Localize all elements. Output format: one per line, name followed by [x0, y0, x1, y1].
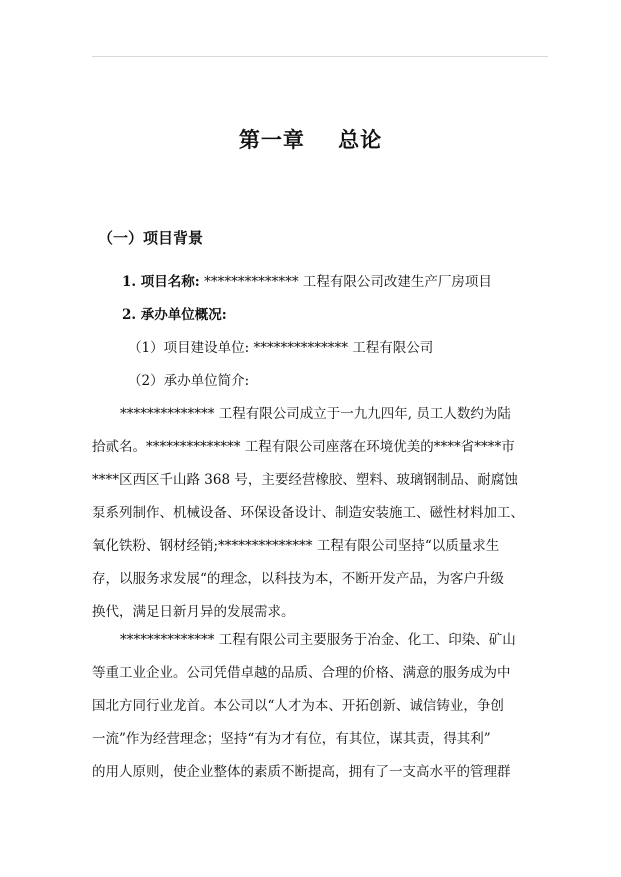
paragraph-line: ****区西区千山路 368 号，主要经营橡胶、塑料、玻璃钢制品、耐腐蚀	[92, 472, 518, 488]
sub-item-construction-unit	[128, 338, 433, 358]
item-project-name-label: 1. 项目名称:	[122, 274, 200, 290]
item-project-name-value: ************** 工程有限公司改建生产厂房项目	[204, 274, 492, 290]
paragraph-line: 等重工业企业。公司凭借卓越的品质、合理的价格、满意的服务成为中	[92, 665, 511, 681]
paragraph-line: 存，以服务求发展“的理念，以科技为本，不断开发产品，为客户升级	[92, 571, 504, 587]
header-divider	[92, 56, 548, 57]
paragraph-line: 泵系列制作、机械设备、环保设备设计、制造安装施工、磁性材料加工、	[92, 505, 524, 521]
paragraph-line: ************** 工程有限公司成立于一九九四年, 员工人数约为陆	[120, 406, 511, 422]
item-organizer-overview: 2. 承办单位概况:	[122, 307, 227, 323]
sub-item-organizer-intro: （2）承办单位简介:	[128, 373, 250, 389]
company-intro-paragraph	[92, 398, 552, 629]
item-project-name	[122, 272, 492, 292]
paragraph-line: 氧化铁粉、钢材经销;************** 工程有限公司坚持“以质量求生	[92, 538, 500, 554]
paragraph-line: 换代，满足日新月异的发展需求。	[92, 604, 295, 620]
company-services-paragraph	[92, 624, 552, 789]
sub-item-construction-unit-label: （1）项目建设单位:	[128, 340, 250, 356]
sub-item-construction-unit-value: ************** 工程有限公司	[253, 340, 434, 356]
paragraph-line: 国北方同行业龙首。本公司以“人才为本、开拓创新、诚信铸业，争创	[92, 698, 504, 714]
paragraph-line: ************** 工程有限公司主要服务于冶金、化工、印染、矿山	[120, 632, 516, 648]
section-heading: （一）项目背景	[98, 229, 204, 247]
paragraph-line: 一流”作为经营理念；坚持“有为才有位，有其位，谋其责，得其利”	[92, 731, 491, 747]
chapter-title: 第一章 总论	[238, 127, 383, 152]
paragraph-line: 拾贰名。************** 工程有限公司座落在环境优美的****省****市	[92, 439, 515, 455]
paragraph-line: 的用人原则，使企业整体的素质不断提高，拥有了一支高水平的管理群	[92, 764, 511, 780]
